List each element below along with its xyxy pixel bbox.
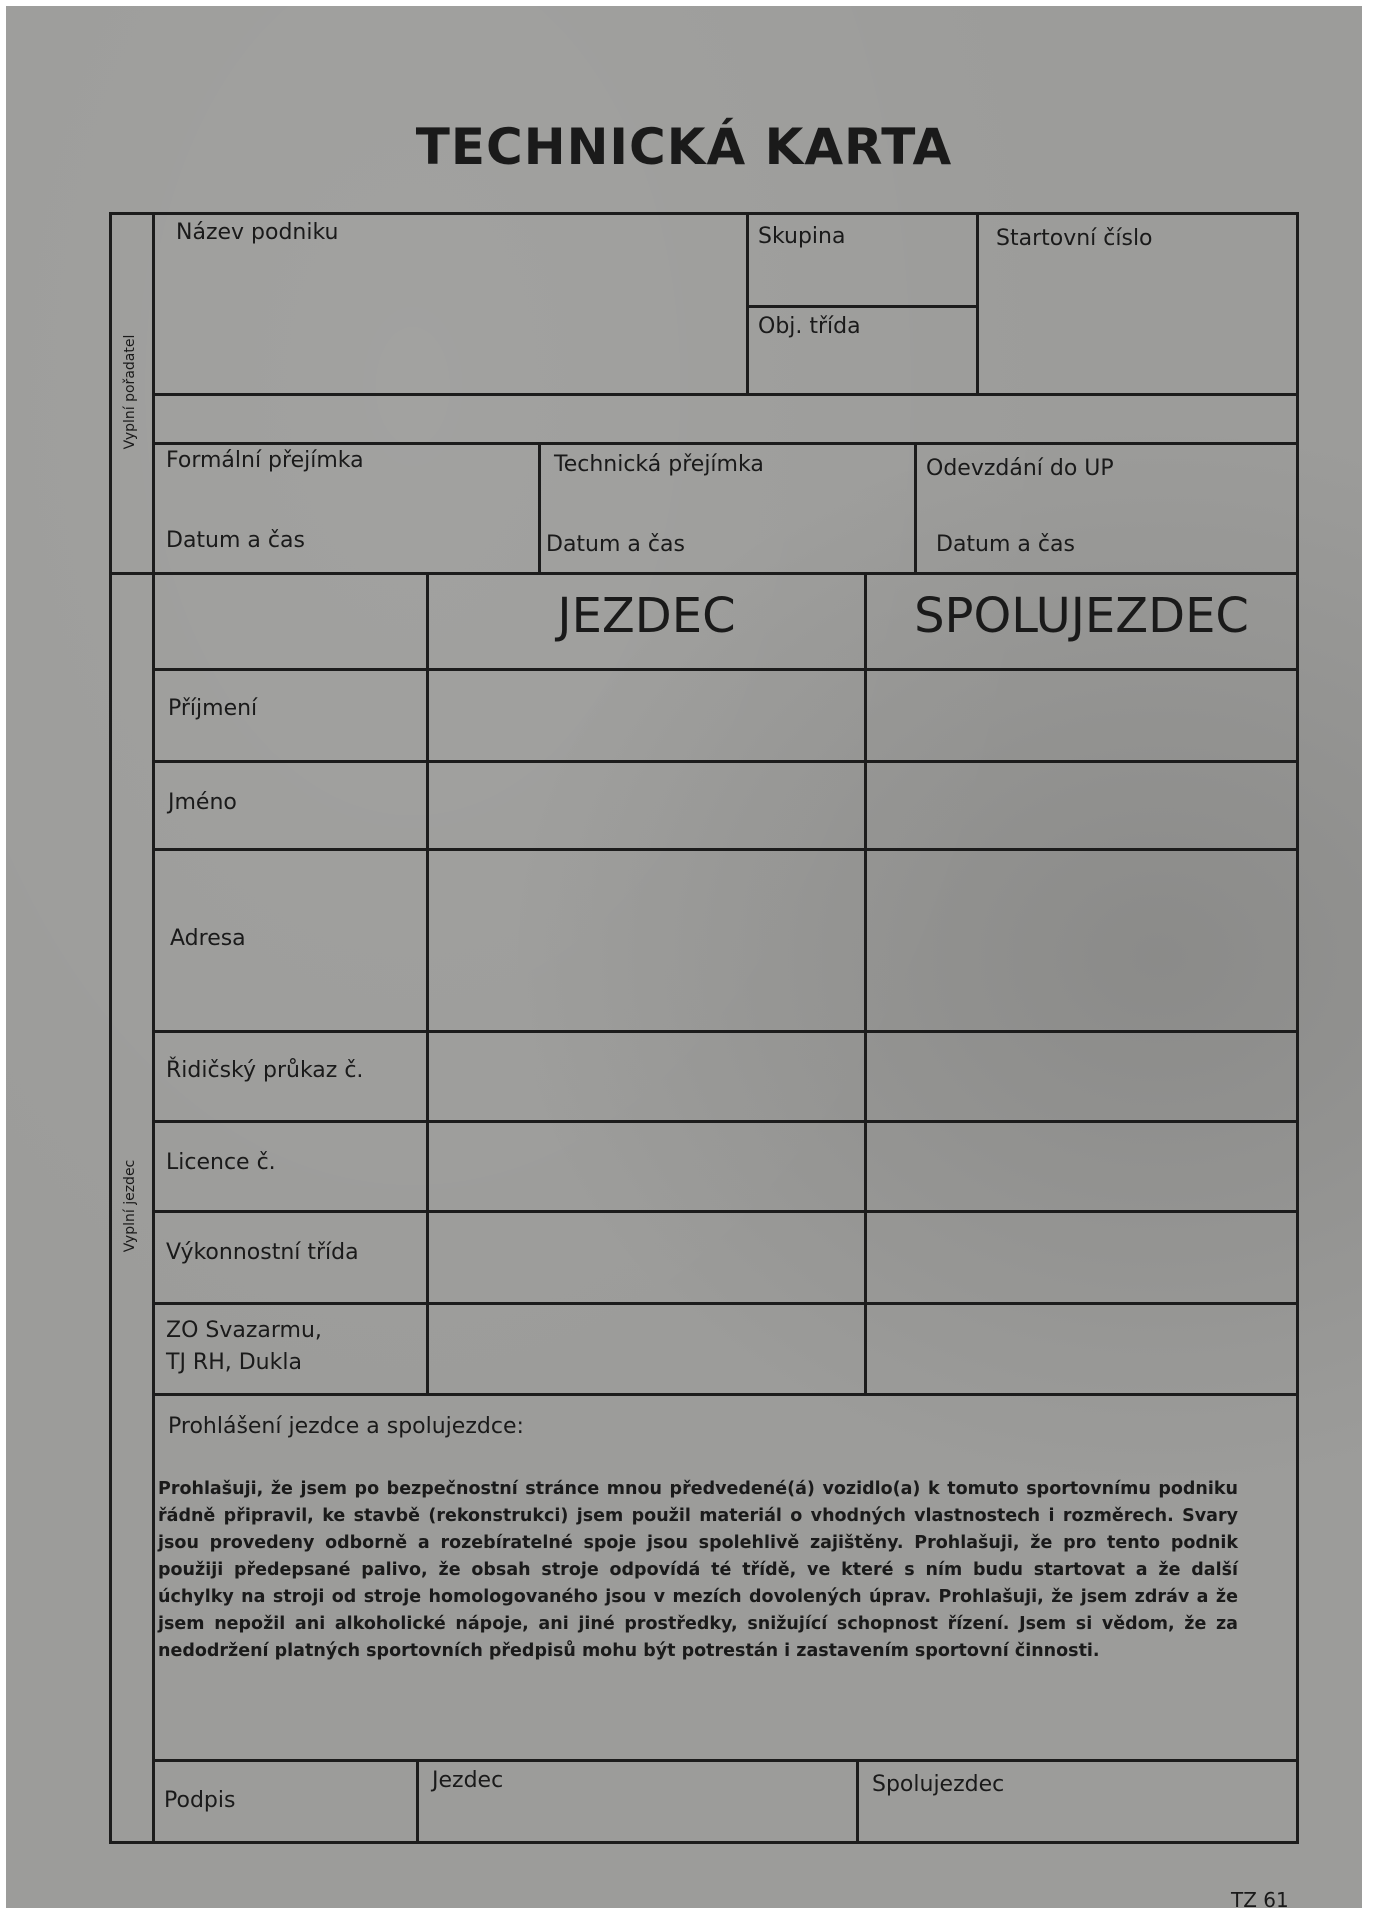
volume-class-field[interactable] [750, 309, 974, 392]
rider-address-field[interactable] [430, 852, 862, 1028]
handover-date-label: Datum a čas [936, 532, 1075, 557]
co-rider-club-field[interactable] [868, 1306, 1294, 1391]
table-vline-1 [426, 572, 429, 1396]
form-sheet [6, 6, 1362, 1912]
table-hline-4 [152, 1120, 1299, 1123]
table-hline-2 [152, 848, 1299, 851]
signature-co-rider-label: Spolujezdec [872, 1772, 1005, 1797]
rider-first-name-field[interactable] [430, 764, 862, 846]
table-hline-header [152, 668, 1299, 671]
rider-performance-class-field[interactable] [430, 1214, 862, 1300]
form-code: TZ 61 [1231, 1888, 1289, 1912]
table-hline-6 [152, 1302, 1299, 1305]
declaration-heading: Prohlášení jezdce a spolujezdce: [168, 1414, 524, 1439]
technical-inspection-date-label: Datum a čas [546, 532, 685, 557]
table-hline-3 [152, 1030, 1299, 1033]
co-rider-driving-licence-field[interactable] [868, 1034, 1294, 1118]
technical-inspection-field[interactable] [542, 446, 912, 570]
frame-top-line [109, 212, 1299, 215]
org-vline-3 [538, 442, 541, 574]
signature-co-rider-field[interactable] [860, 1763, 1294, 1839]
co-rider-licence-field[interactable] [868, 1124, 1294, 1208]
org-hline-2 [152, 442, 1299, 445]
co-rider-address-field[interactable] [868, 852, 1294, 1028]
co-rider-surname-field[interactable] [868, 672, 1294, 758]
column-header-rider: JEZDEC [557, 588, 736, 644]
org-vline-4 [914, 442, 917, 574]
rider-licence-field[interactable] [430, 1124, 862, 1208]
org-hline-1 [152, 393, 1299, 396]
section-divider-line [109, 572, 1299, 575]
event-name-label: Název podniku [176, 220, 339, 245]
volume-class-label: Obj. třída [758, 314, 861, 339]
frame-right-line [1296, 212, 1299, 1844]
rider-surname-field[interactable] [430, 672, 862, 758]
frame-inner-left-line [152, 212, 155, 1844]
signature-rider-label: Jezdec [432, 1768, 504, 1793]
row-label-club: ZO Svazarmu, [166, 1318, 322, 1343]
table-hline-7 [152, 1393, 1299, 1396]
handover-field[interactable] [918, 446, 1294, 570]
rider-club-field[interactable] [430, 1306, 862, 1391]
frame-left-line [109, 212, 112, 1844]
org-vline-2 [976, 212, 979, 396]
row-label-surname: Příjmení [168, 696, 258, 721]
side-label-rider: Vyplní jezdec [122, 1159, 138, 1253]
group-field[interactable] [750, 216, 974, 304]
side-label-organizer: Vyplní pořadatel [122, 334, 138, 450]
signature-vline-2 [856, 1759, 859, 1844]
start-number-label: Startovní číslo [996, 226, 1153, 251]
row-label-performance-class: Výkonnostní třída [166, 1240, 359, 1265]
declaration-text: Prohlašuji, že jsem po bezpečnostní stránce mnou předvedené(á) vozidlo(a) k tomuto sportovnímu podniku řádně připravil, ke stavbě (rekonstrukci) jsem použil materiál o vhodných vlastnostech i rozměrech. Svary jsou provedeny odborně a rozebíratelné spoje jsou spolehlivě zajištěny. Prohlašuji, že pro tento podnik použiji předepsané palivo, že obsah stroje odpovídá té třídě, ve které s ním budu startovat a že další úchylky na stroji od stroje homologovaného jsou v mezích dovolených úprav. Prohlašuji, že jsem zdráv a že jsem nepožil ani alkoholické nápoje, ani jiné prostředky, snižující schopnost řízení. Jsem si vědom, že za nedodržení platných sportovních předpisů mohu být potrestán i zastavením sportovní činnosti. [158, 1479, 1238, 1661]
table-hline-5 [152, 1210, 1299, 1213]
formal-inspection-date-label: Datum a čas [166, 528, 305, 553]
row-label-driving-licence: Řidičský průkaz č. [166, 1058, 364, 1083]
table-vline-2 [864, 572, 867, 1396]
row-label-first-name: Jméno [168, 790, 237, 815]
frame-bottom-line [109, 1841, 1299, 1844]
co-rider-performance-class-field[interactable] [868, 1214, 1294, 1300]
form-title: TECHNICKÁ KARTA [415, 118, 953, 176]
signature-label: Podpis [164, 1788, 236, 1813]
column-header-co-rider: SPOLUJEZDEC [914, 588, 1249, 644]
rider-driving-licence-field[interactable] [430, 1034, 862, 1118]
handover-label: Odevzdání do UP [926, 456, 1114, 481]
signature-hline [152, 1759, 1299, 1762]
table-hline-1 [152, 760, 1299, 763]
org-vline-1 [746, 212, 749, 396]
row-label-club-2: TJ RH, Dukla [166, 1350, 302, 1375]
technical-inspection-label: Technická přejímka [554, 452, 764, 477]
group-label: Skupina [758, 224, 846, 249]
row-label-address: Adresa [170, 926, 246, 951]
start-number-field[interactable] [980, 216, 1294, 392]
formal-inspection-label: Formální přejímka [166, 448, 364, 473]
co-rider-first-name-field[interactable] [868, 764, 1294, 846]
org-hline-group [746, 305, 978, 308]
row-label-licence: Licence č. [166, 1150, 276, 1175]
signature-rider-field[interactable] [420, 1763, 854, 1839]
formal-inspection-field[interactable] [156, 446, 536, 570]
event-name-field[interactable] [156, 216, 744, 392]
signature-vline-1 [416, 1759, 419, 1844]
